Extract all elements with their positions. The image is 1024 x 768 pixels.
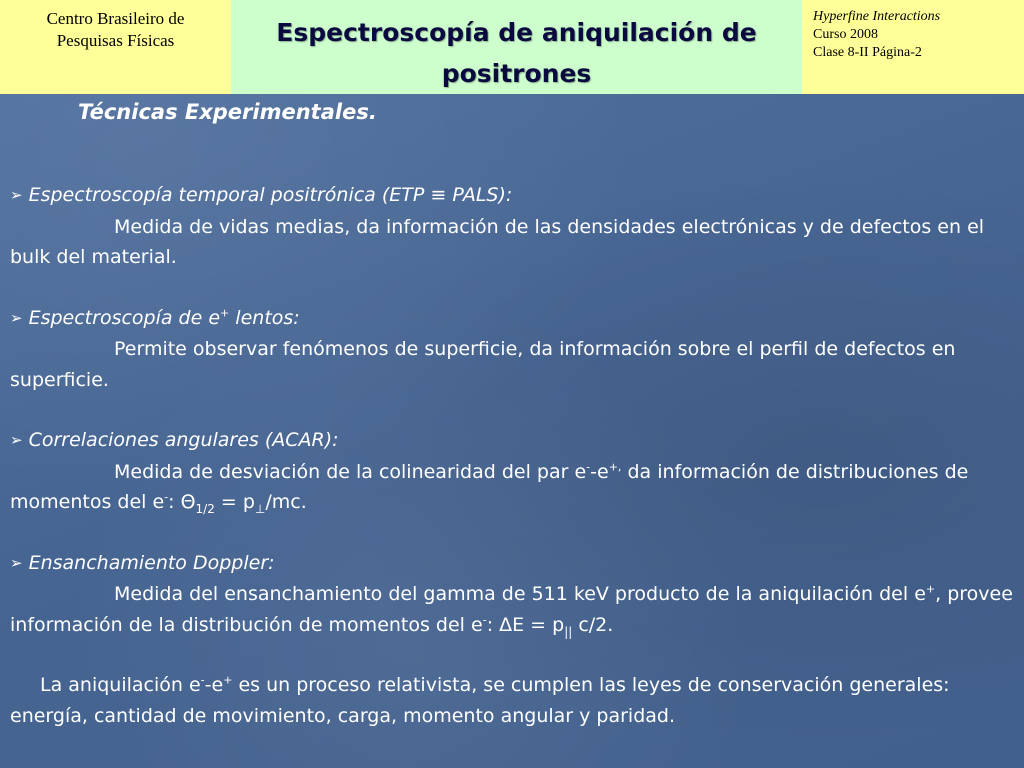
list-item-doppler — [10, 548, 1015, 641]
arrowhead-bullet-icon: ➢ — [10, 431, 23, 449]
slide-content — [10, 180, 1015, 731]
course-info-box — [802, 0, 1024, 94]
item-body: Medida del ensanchamiento del gamma de 511 keV producto de la aniquilación del e+, provee información de la distribución de momentos del e-: $\Delta E = p_{||}$ c/2. — [10, 582, 1013, 639]
item-title: Espectroscopía temporal positrónica (ETP ≡ PALS): — [28, 184, 513, 206]
course-name: Hyperfine Interactions — [813, 9, 941, 24]
list-item-slow-positrons — [10, 303, 1015, 396]
item-title: Correlaciones angulares (ACAR): — [28, 429, 339, 451]
arrowhead-bullet-icon: ➢ — [10, 308, 23, 327]
item-title: Ensanchamiento Doppler: — [28, 551, 275, 574]
institution-box — [0, 0, 231, 94]
section-subtitle: Técnicas Experimentales. — [78, 100, 377, 124]
item-title: Espectroscopía de e+ lentos: — [28, 306, 300, 329]
item-body: Medida de vidas medias, da información de las densidades electrónicas y de defectos en el bulk del material. — [10, 215, 985, 268]
institution-line-2: Pesquisas Físicas — [56, 31, 175, 50]
slide-header — [0, 0, 1024, 94]
item-body: Medida de desviación de la colinearidad del par e--e+, da información de distribuciones de momentos del e-: $\Theta_{1/2} = p_\perp/mc$. — [10, 460, 969, 516]
course-year: Curso 2008 — [813, 27, 878, 42]
list-item-etp — [10, 180, 1015, 273]
class-page: Clase 8-II Página-2 — [813, 45, 922, 60]
slide-title: Espectroscopía de aniquilación de positrones — [231, 0, 802, 94]
conclusion-paragraph: La aniquilación e--e+ es un proceso relativista, se cumplen las leyes de conservación generales: energía, cantidad de movimiento, carga, momento angular y paridad. — [10, 673, 950, 727]
list-item-acar — [10, 425, 1015, 518]
arrowhead-bullet-icon: ➢ — [10, 186, 23, 204]
item-body: Permite observar fenómenos de superficie, da información sobre el perfil de defectos en superficie. — [10, 338, 956, 391]
institution-line-1: Centro Brasileiro de — [46, 9, 185, 28]
arrowhead-bullet-icon: ➢ — [10, 553, 23, 572]
